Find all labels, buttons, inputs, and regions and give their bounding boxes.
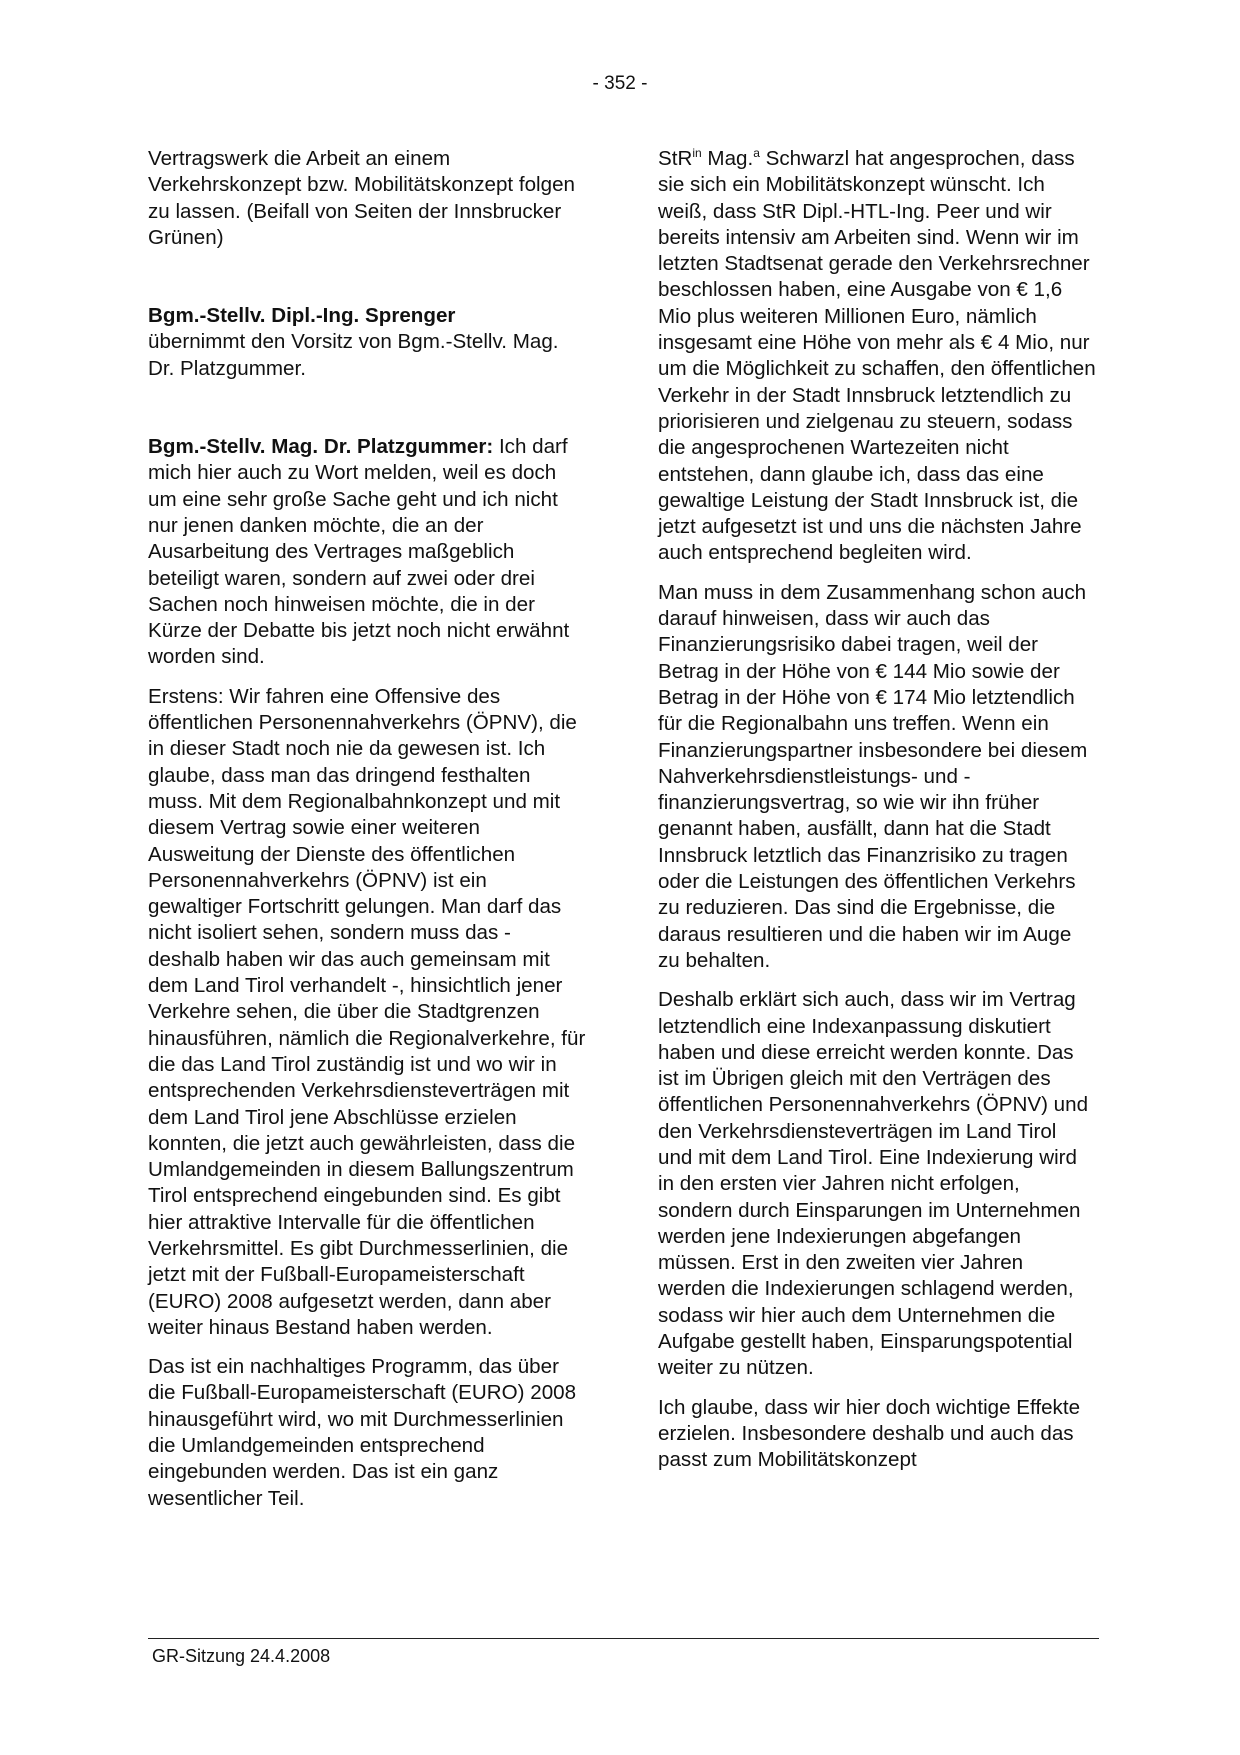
superscript: in [692,146,702,161]
paragraph: Deshalb erklärt sich auch, dass wir im Vertrag letztendlich eine Indexanpassung diskutiert haben und diese erreicht werden konnte. Das ist im Übrigen gleich mit den Verträgen des öffentlichen Personennahverkehrs (ÖPNV) und den Verkehrsdiensteverträgen im Land Tirol und mit dem Land Tirol. Eine Indexierung wird in den ersten vier Jahren nicht erfolgen, sondern durch Einsparungen im Unternehmen werden jene Indexierungen abgefangen müssen. Erst in den zweiten vier Jahren werden die Indexierungen schlagend werden, sodass wir hier auch dem Unternehmen die Aufgabe gestellt haben, Einsparungspotential weiter zu nützen. [658,988,1089,1380]
paragraph [148,434,586,671]
title-abbrev: Mag. [701,147,754,170]
speaker-name: Bgm.-Stellv. Dipl.-Ing. Sprenger [148,304,456,328]
footer-divider [148,1638,1099,1639]
left-column [148,146,586,1525]
footer-session-date: GR-Sitzung 24.4.2008 [152,1646,331,1666]
paragraph [148,303,586,382]
paragraph: Ich glaube, dass wir hier doch wichtige Effekte erzielen. Insbesondere deshalb und auch das passt zum Mobilitätskonzept [658,1395,1081,1472]
paragraph-text: übernimmt den Vorsitz von Bgm.-Stellv. Mag. Dr. Platzgummer. [148,330,559,380]
paragraph: Das ist ein nachhaltiges Programm, das über die Fußball-Europameisterschaft (EURO) 2008 hinausgeführt wird, wo mit Durchmesserlinien die Umlandgemeinden entsprechend eingebunden werden. Das ist ein ganz wesentlicher Teil. [148,1355,577,1510]
paragraph-text: Ich darf mich hier auch zu Wort melden, weil es doch um eine sehr große Sache geht und ich nicht nur jenen danken möchte, die an der Ausarbeitung des Vertrages maßgeblich beteiligt waren, sondern auf zwei oder drei Sachen noch hinweisen möchte, die in der Kürze der Debatte bis jetzt noch nicht erwähnt worden sind. [148,435,570,669]
paragraph: Man muss in dem Zusammenhang schon auch darauf hinweisen, dass wir auch das Finanzierungsrisiko dabei tragen, weil der Betrag in der Höhe von € 144 Mio sowie der Betrag in der Höhe von € 174 Mio letztendlich für die Regionalbahn uns treffen. Wenn ein Finanzierungspartner insbesondere bei diesem Nahverkehrsdienstleistungs- und -finanzierungsvertrag, so wie wir ihn früher genannt haben, ausfällt, dann hat die Stadt Innsbruck letztlich das Finanzrisiko zu tragen oder die Leistungen des öffentlichen Verkehrs zu reduzieren. Das sind die Ergebnisse, die daraus resultieren und die haben wir im Auge zu behalten. [658,580,1088,972]
title-abbrev: StR [658,147,693,170]
paragraph: Erstens: Wir fahren eine Offensive des öffentlichen Personennahverkehrs (ÖPNV), die in dieser Stadt noch nie da gewesen ist. Ich glaube, dass man das dringend festhalten muss. Mit dem Regionalbahnkonzept und mit diesem Vertrag sowie einer weiteren Ausweitung der Dienste des öffentlichen Personennahverkehrs (ÖPNV) ist ein gewaltiger Fortschritt gelungen. Man darf das nicht isoliert sehen, sondern muss das - deshalb haben wir das auch gemeinsam mit dem Land Tirol verhandelt -, hinsichtlich jener Verkehre sehen, die über die Stadtgrenzen hinausführen, nämlich die Regionalverkehre, für die das Land Tirol zuständig ist und wo wir in entsprechenden Verkehrsdiensteverträgen mit dem Land Tirol jene Abschlüsse erzielen konnten, die jetzt auch gewährleisten, dass die Umlandgemeinden in diesem Ballungszentrum Tirol entsprechend eingebunden sind. Es gibt hier attraktive Intervalle für die öffentlichen Verkehrsmittel. Es gibt Durchmesserlinien, die jetzt mit der Fußball-Europameisterschaft (EURO) 2008 aufgesetzt werden, dann aber weiter hinaus Bestand haben werden. [148,684,586,1339]
speaker-name: Bgm.-Stellv. Mag. Dr. Platzgummer: [148,435,494,459]
right-column [658,146,1096,1487]
paragraph-text: Schwarzl hat angesprochen, dass sie sich ein Mobilitätskonzept wünscht. Ich weiß, dass StR Dipl.-HTL-Ing. Peer und wir bereits intensiv am Arbeiten sind. Wenn wir im letzten Stadtsenat gerade den Verkehrsrechner beschlossen haben, eine Ausgabe von € 1,6 Mio plus weiteren Millionen Euro, nämlich insgesamt eine Höhe von mehr als € 4 Mio, nur um die Möglichkeit zu schaffen, den öffentlichen Verkehr in der Stadt Innsbruck letztendlich zu priorisieren und zielgenau zu steuern, sodass die angesprochenen Wartezeiten nicht entstehen, dann glaube ich, dass das eine gewaltige Leistung der Stadt Innsbruck ist, die jetzt aufgesetzt ist und uns die nächsten Jahre auch entsprechend begleiten wird. [658,147,1096,565]
page-number: - 352 - [592,73,648,94]
paragraph: Vertragswerk die Arbeit an einem Verkehrskonzept bzw. Mobilitätskonzept folgen zu lassen. (Beifall von Seiten der Innsbrucker Grünen) [148,147,575,249]
paragraph [658,146,1096,567]
superscript: a [753,146,760,161]
